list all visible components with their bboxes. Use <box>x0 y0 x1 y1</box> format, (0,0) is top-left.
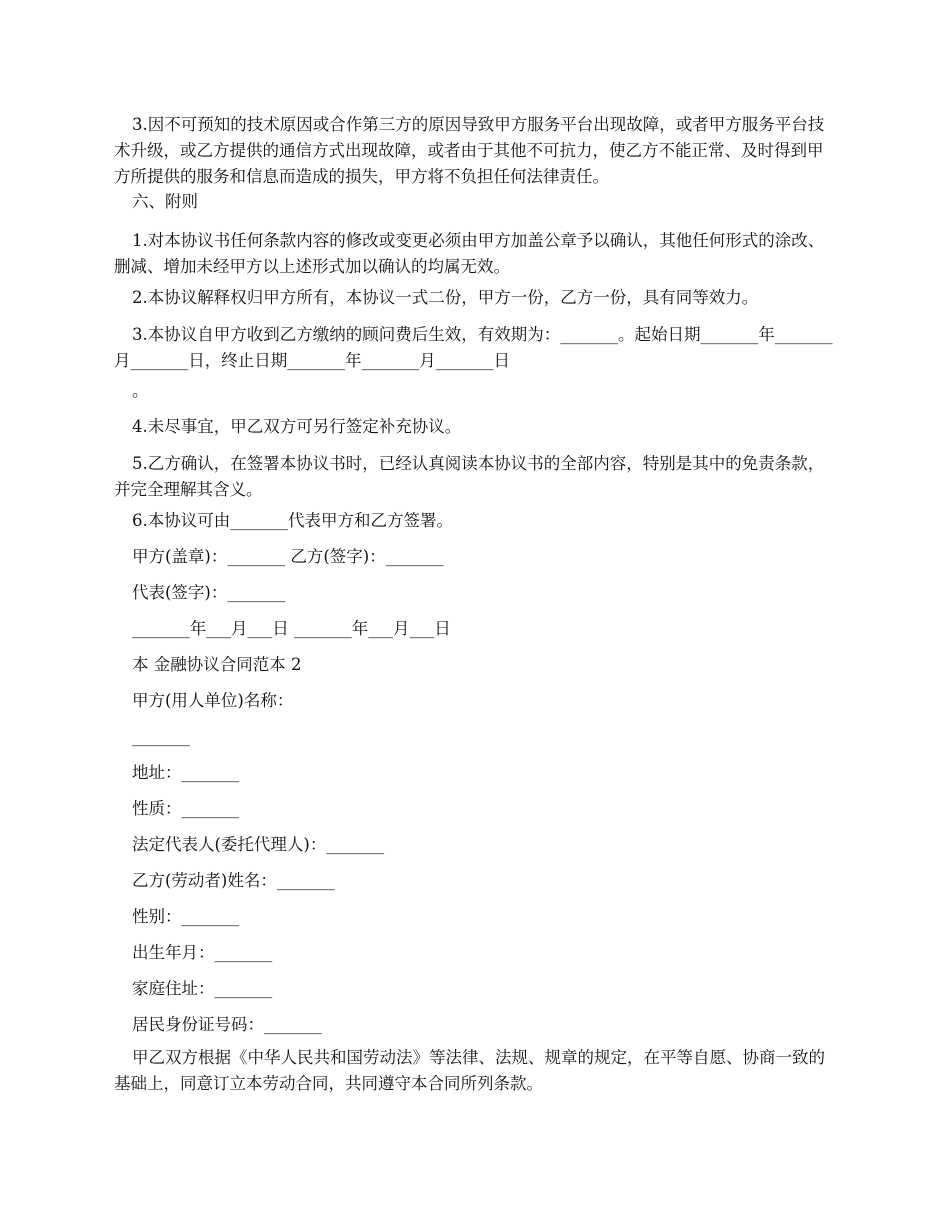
gender-field: 性别：_______ <box>132 907 240 926</box>
employer-name-label: 甲方(用人单位)名称： <box>132 691 294 710</box>
appendix-clause-2: 2.本协议解释权归甲方所有，本协议一式二份，甲方一份，乙方一份，具有同等效力。 <box>132 288 759 307</box>
id-number-field: 居民身份证号码：_______ <box>132 1015 322 1034</box>
employer-name-blank: _______ <box>132 727 190 746</box>
home-address-field: 家庭住址：_______ <box>132 979 273 998</box>
birth-date-field: 出生年月：_______ <box>132 943 273 962</box>
section-heading-appendix: 六、附则 <box>132 192 198 211</box>
clause-3-disclaimer: 3.因不可预知的技术原因或合作第三方的原因导致甲方服务平台出现故障，或者甲方服务平台技术升级，或乙方提供的通信方式出现故障，或者由于其他不可抗力，使乙方不能正常、及时得到甲方所提供的服务和信息而造成的损失，甲方将不负担任何法律责任。 <box>114 115 825 186</box>
appendix-clause-6: 6.本协议可由_______代表甲方和乙方签署。 <box>132 511 453 530</box>
signature-parties-line: 甲方(盖章)：_______ 乙方(签字)：_______ <box>132 547 444 566</box>
appendix-clause-5: 5.乙方确认，在签署本协议书时，已经认真阅读本协议书的全部内容，特别是其中的免责条款，并完全理解其含义。 <box>114 454 825 499</box>
nature-field: 性质：_______ <box>132 799 240 818</box>
appendix-clause-3: 3.本协议自甲方收到乙方缴纳的顾问费后生效，有效期为：_______。起始日期_______年_______月_______日，终止日期_______年_______月_______日 <box>114 325 833 370</box>
appendix-clause-1: 1.对本协议书任何条款内容的修改或变更必须由甲方加盖公章予以确认，其他任何形式的涂改、删减、增加未经甲方以上述形式加以确认的均属无效。 <box>114 231 825 276</box>
legal-representative-field: 法定代表人(委托代理人)：_______ <box>132 835 385 854</box>
appendix-clause-4: 4.未尽事宜，甲乙双方可另行签定补充协议。 <box>132 417 462 436</box>
representative-signature-line: 代表(签字)：_______ <box>132 583 286 602</box>
signature-date-line: _______年___月___日 _______年___月___日 <box>132 619 451 638</box>
employee-name-field: 乙方(劳动者)姓名：_______ <box>132 871 335 890</box>
address-field: 地址：_______ <box>132 763 240 782</box>
template-2-title: 本 金融协议合同范本 2 <box>132 655 302 674</box>
contract-preamble: 甲乙双方根据《中华人民共和国劳动法》等法律、法规、规章的规定，在平等自愿、协商一致的基础上，同意订立本劳动合同，共同遵守本合同所列条款。 <box>114 1048 825 1093</box>
appendix-clause-3-end: 。 <box>132 381 149 400</box>
